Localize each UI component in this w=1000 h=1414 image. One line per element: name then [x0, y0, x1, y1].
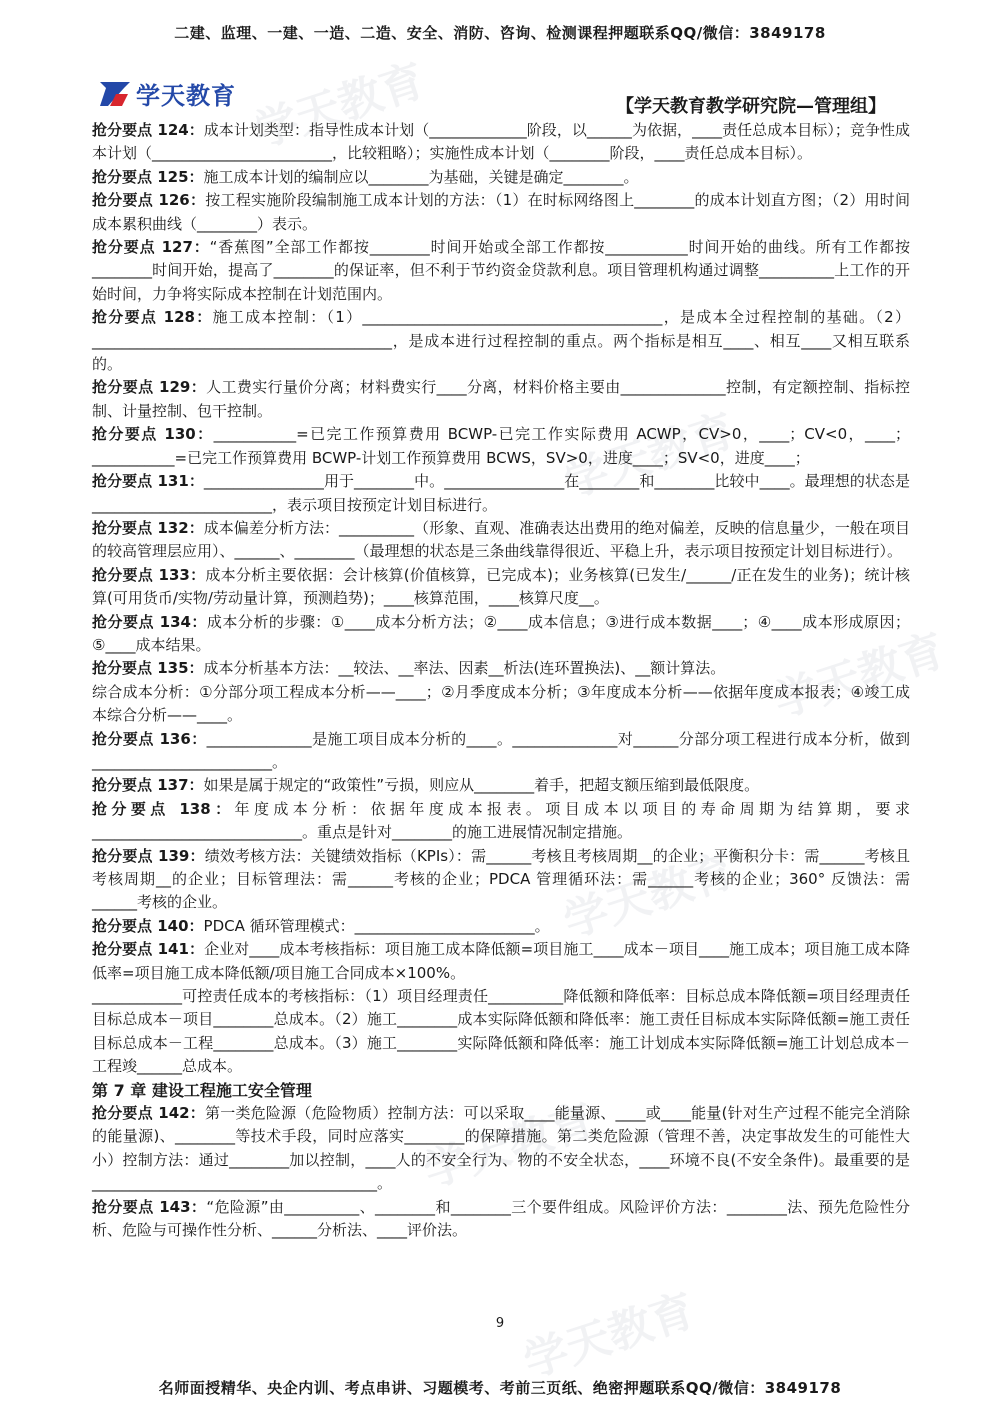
- point-136: [92, 728, 910, 775]
- point-text: 年度成本分析：依据年度成本报表。项目成本以项目的寿命周期为结算期，要求____________________________。重点是针对________的施工进展情况制定措施。: [92, 799, 910, 842]
- point-text: 企业对____成本考核指标：项目施工成本降低额=项目施工____成本－项目____施工成本；项目施工成本降低率=项目施工成本降低额/项目施工合同成本×100%。: [92, 940, 910, 982]
- point-text: 成本分析主要依据：会计核算(价值核算，已完成本)；业务核算(已发生/______/正在发生的业务)；统计核算(可用货币/实物/劳动量计算，预测趋势)；____核算范围，____核算尺度__。: [92, 565, 910, 608]
- point-label: 抢分要点 125：: [92, 167, 204, 186]
- point-text: 成本分析基本方法：__较法、__率法、因素__析法(连环置换法)、__额计算法。: [203, 659, 726, 678]
- point-135: [92, 657, 910, 680]
- bottom-banner: 名师面授精华、央企内训、考点串讲、习题模考、考前三页纸、绝密押题联系QQ/微信：3849178: [158, 1379, 842, 1397]
- point-141: [92, 938, 910, 985]
- point-text: 成本分析的步骤：①____成本分析方法；②____成本信息；③进行成本数据____；④____成本形成原因；⑤____成本结果。: [92, 612, 910, 654]
- content: [92, 119, 910, 1243]
- comprehensive-analysis: [92, 681, 910, 728]
- controllable-cost-indicators: [92, 985, 910, 1079]
- watermark-3: 学天教育: [767, 624, 951, 728]
- point-127: [92, 236, 910, 306]
- logo: [98, 76, 236, 110]
- point-text: PDCA 循环管理模式：________________________。: [203, 916, 550, 935]
- point-text: 成本计划类型：指导性成本计划（_____________阶段，以______为依据，____责任总成本目标）；竞争性成本计划（________________________，比较粗略）；实施性成本计划（________阶段，____责任总成本目标）。: [92, 121, 910, 163]
- point-text: “危险源”由__________、________和________三个要件组成。风险评价方法：________法、预先危险性分析、危险与可操作性分析、______分析法、____评价法。: [92, 1197, 910, 1240]
- point-126: [92, 189, 910, 236]
- point-138: [92, 798, 910, 845]
- point-132: [92, 517, 910, 564]
- point-label: 抢分要点 137：: [92, 776, 204, 795]
- point-139: [92, 845, 910, 915]
- point-label: 抢分要点 126：: [92, 191, 206, 210]
- point-label: 抢分要点 142：: [92, 1104, 206, 1123]
- point-label: 抢分要点 131：: [92, 472, 204, 491]
- point-131: [92, 470, 910, 517]
- point-label: 抢分要点 134：: [92, 612, 207, 631]
- point-label: 抢分要点 141：: [92, 940, 205, 959]
- point-label: 抢分要点 138：: [92, 799, 235, 818]
- point-label: 抢分要点 136：: [92, 729, 207, 748]
- point-text: “香蕉图”全部工作都按________时间开始或全部工作都按___________时间开始的曲线。所有工作都按________时间开始，提高了________的保证率，但不利于节约资金贷款利息。项目管理机构通过调整__________上工作的开始时间，力争将实际成本控制在计划范围内。: [92, 238, 910, 303]
- point-label: 抢分要点 124：: [92, 121, 204, 139]
- watermark-2: 学天教育: [557, 404, 741, 508]
- point-label: 抢分要点 132：: [92, 518, 204, 537]
- point-text: 人工费实行量价分离；材料费实行____分离，材料价格主要由______________控制，有定额控制、指标控制、计量控制、包干控制。: [92, 378, 910, 420]
- point-text: 绩效考核方法：关键绩效指标（KPIs）：需______考核且考核周期__的企业；平衡积分卡：需______考核且考核周期__的企业；目标管理法：需______考核的企业；PDCA 管理循环法：需______考核的企业；360° 反馈法：需______考核的企业。: [92, 846, 910, 912]
- point-124: [92, 119, 910, 166]
- point-text: ________________用于________中。________________在________和________比较中____。最理想的状态是________________________，表示项目按预定计划目标进行。: [92, 472, 910, 514]
- point-text: 成本偏差分析方法：__________（形象、直观、准确表达出费用的绝对偏差，反映的信息量少，一般在项目的较高管理层应用）、______、________（最理想的状态是三条曲线靠得很近、平稳上升，表示项目按预定计划目标进行）。: [92, 518, 910, 561]
- logo-text: 学天教育: [136, 81, 236, 110]
- point-129: [92, 376, 910, 423]
- point-140: [92, 915, 910, 938]
- point-text: ___________=已完工作预算费用 BCWP-已完工作实际费用 ACWP，CV>0，____；CV<0，____；___________=已完工作预算费用 BCWP-计划工作预算费用 BCWS，SV>0，进度____；SV<0，进度____；: [92, 425, 910, 467]
- point-143: [92, 1196, 910, 1243]
- point-text: 综合成本分析：①分部分项工程成本分析——____；②月季度成本分析；③年度成本分析——依据年度成本报表；④竣工成本综合分析——____。: [92, 682, 910, 725]
- watermark-6: 学天教育: [517, 1284, 701, 1388]
- point-133: [92, 564, 910, 611]
- point-label: 抢分要点 129：: [92, 378, 207, 397]
- point-label: 抢分要点 127：: [92, 238, 210, 257]
- point-128: [92, 306, 910, 376]
- point-text: 按工程实施阶段编制施工成本计划的方法：（1）在时标网络图上________的成本计划直方图；（2）用时间成本累积曲线（________）表示。: [92, 191, 910, 233]
- point-label: 抢分要点 135：: [92, 659, 204, 678]
- point-label: 抢分要点 140：: [92, 916, 204, 935]
- page-number: 9: [495, 1316, 505, 1331]
- watermark-4: 学天教育: [557, 844, 741, 948]
- point-130: [92, 423, 910, 470]
- point-label: 抢分要点 130：: [92, 425, 214, 444]
- logo-mark-icon: [98, 78, 132, 108]
- point-text: 施工成本计划的编制应以________为基础，关键是确定________。: [203, 167, 639, 186]
- point-label: 抢分要点 139：: [92, 846, 205, 865]
- point-label: 抢分要点 133：: [92, 565, 206, 584]
- chapter-7-heading: 第 7 章 建设工程施工安全管理: [92, 1080, 312, 1100]
- point-137: [92, 774, 910, 797]
- point-text: ______________是施工项目成本分析的____。______________对______分部分项工程进行成本分析，做到________________________。: [92, 729, 910, 771]
- point-134: [92, 611, 910, 658]
- point-label: 抢分要点 143：: [92, 1197, 207, 1216]
- point-text: ____________可控责任成本的考核指标：（1）项目经理责任__________降低额和降低率：目标总成本降低额=项目经理责任目标总成本－项目________总成本。（2）施工________成本实际降低额和降低率：施工责任目标成本实际降低额=施工责任目标总成本－工程________总成本。（3）施工________实际降低额和降低率：施工计划成本实际降低额=施工计划总成本－工程竣______总成本。: [92, 987, 910, 1076]
- point-text: 施工成本控制：（1）________________________________________，是成本全过程控制的基础。（2）________________________________________，是成本进行过程控制的重点。两个指标是相互____、相互____又相互联系的。: [92, 308, 910, 374]
- point-text: 如果是属于规定的“政策性”亏损，则应从________着手，把超支额压缩到最低限度。: [203, 776, 760, 795]
- point-text: 第一类危险源（危险物质）控制方法：可以采取____能量源、____或____能量(针对生产过程不能完全消除的能量源)、________等技术手段，同时应落实________的保障措施。第二类危险源（管理不善，决定事故发生的可能性大小）控制方法：通过________加以控制，____人的不安全行为、物的不安全状态，____环境不良(不安全条件)。最重要的是______________________________________。: [92, 1104, 910, 1193]
- point-125: [92, 166, 910, 189]
- top-banner: 二建、监理、一建、一造、二造、安全、消防、咨询、检测课程押题联系QQ/微信：3849178: [174, 24, 826, 42]
- point-label: 抢分要点 128：: [92, 308, 213, 327]
- watermark-1: 学天教育: [247, 54, 431, 158]
- point-142: [92, 1102, 910, 1196]
- watermark-5: 学天教育: [417, 1094, 601, 1198]
- institute-label: 【学天教育教学研究院—管理组】: [616, 96, 886, 117]
